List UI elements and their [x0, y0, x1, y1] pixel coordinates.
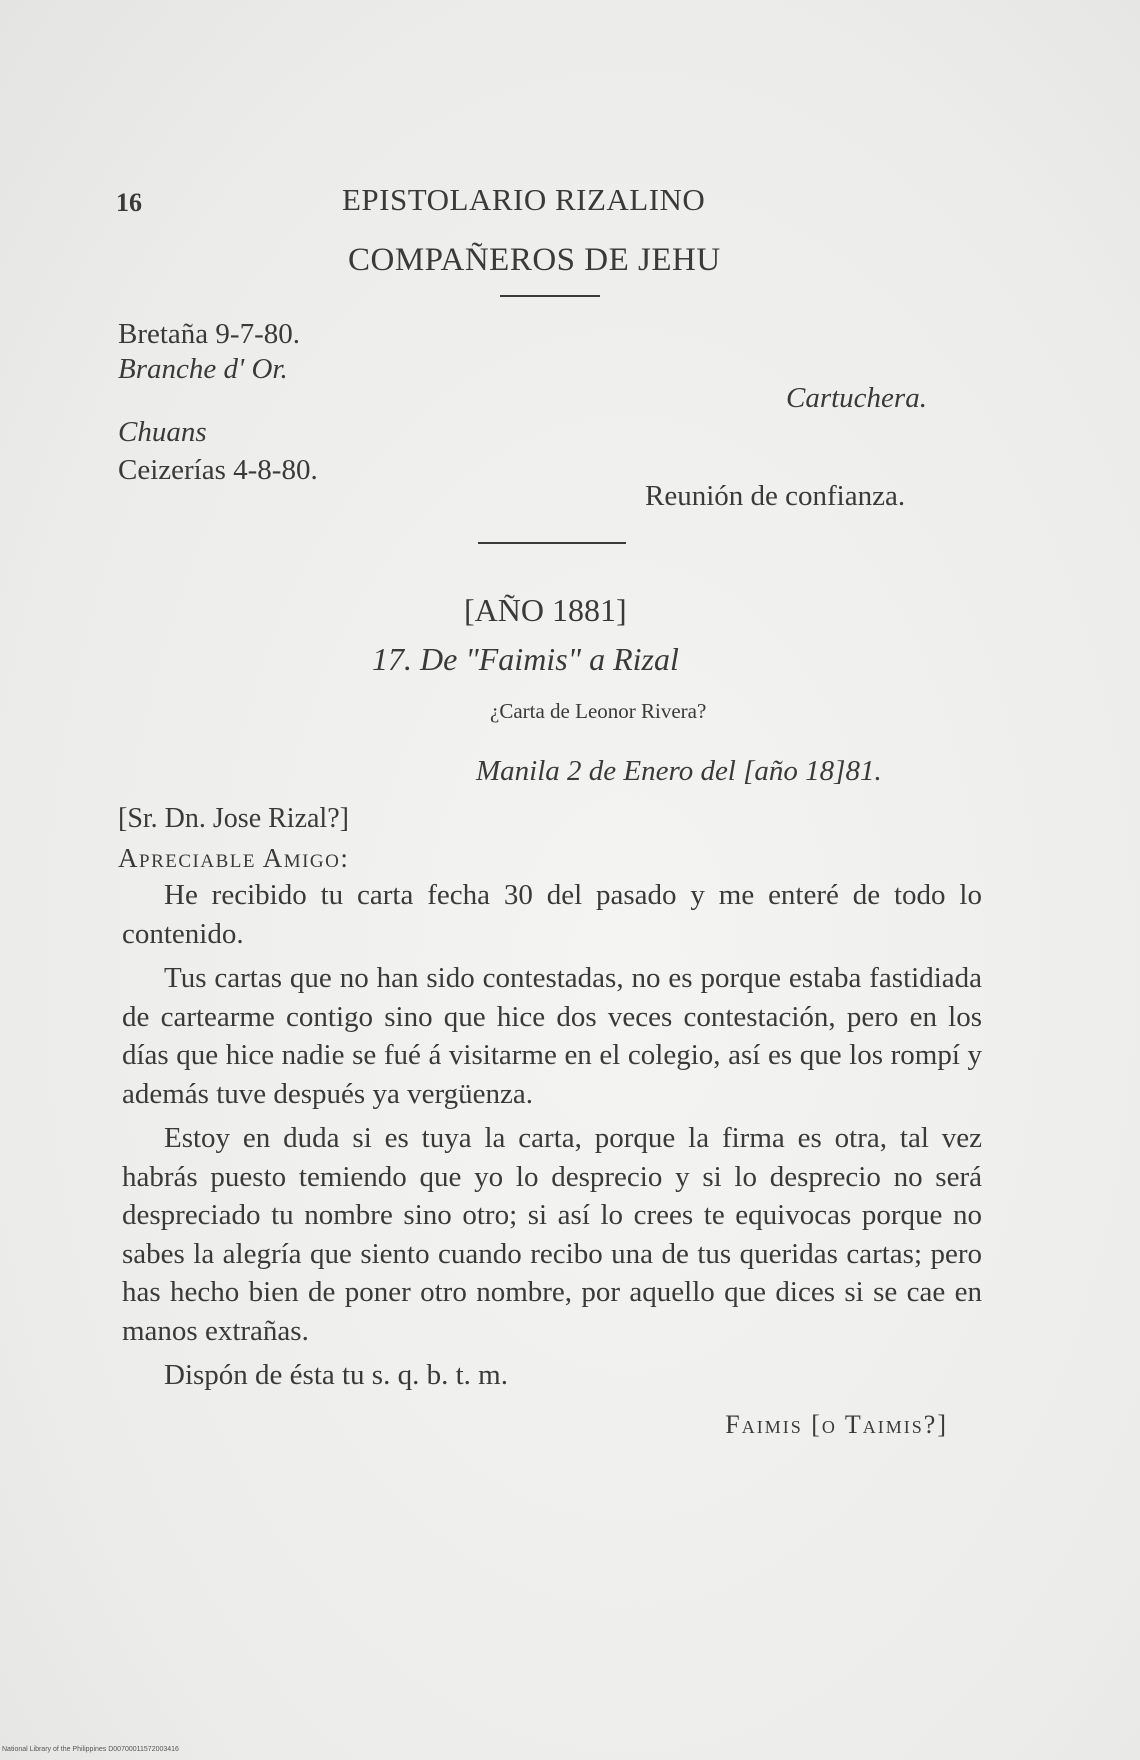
password-entry: Chuans	[118, 416, 207, 448]
letter-paragraph: Tus cartas que no han sido contestadas, no es porque estaba fastidiada de cartearme contigo sino que hice dos veces contestación, pero en los días que hice nadie se fué á visitarme en el colegio, así es que los rompí y además tuve después ya vergüenza.	[122, 962, 982, 1110]
section-divider	[478, 542, 626, 544]
password-entry: Branche d' Or.	[118, 353, 288, 385]
letter-note: ¿Carta de Leonor Rivera?	[490, 699, 707, 723]
letter-title: 17. De "Faimis" a Rizal	[372, 641, 679, 677]
running-title: EPISTOLARIO RIZALINO	[342, 182, 706, 217]
section-divider	[500, 295, 600, 297]
password-entry: Bretaña 9-7-80.	[118, 318, 300, 350]
year-heading: [AÑO 1881]	[464, 592, 627, 628]
letter-closing: Dispón de ésta tu s. q. b. t. m.	[164, 1359, 508, 1391]
scan-credit: National Library of the Philippines D00700011572003416	[2, 1746, 179, 1753]
letter-salutation: Apreciable Amigo:	[118, 843, 350, 873]
page-number: 16	[116, 188, 142, 217]
countersign-entry: Reunión de confianza.	[645, 480, 906, 512]
password-entry: Ceizerías 4-8-80.	[118, 454, 318, 486]
letter-dateline: Manila 2 de Enero del [año 18]81.	[476, 755, 882, 787]
letter-signature: Faimis [o Taimis?]	[725, 1410, 948, 1439]
letter-body	[122, 876, 982, 1401]
letter-paragraph: Estoy en duda si es tuya la carta, porque la firma es otra, tal vez habrás puesto temiendo que yo lo desprecio y si lo desprecio no será despreciado tu nombre sino otro; si así lo crees te equivocas porque no sabes la alegría que siento cuando recibo una de tus queridas cartas; pero has hecho bien de poner otro nombre, por aquello que dices si se cae en manos extrañas.	[122, 1122, 982, 1347]
countersign-entry: Cartuchera.	[786, 382, 927, 414]
section-title: COMPAÑEROS DE JEHU	[348, 242, 721, 278]
letter-paragraph: He recibido tu carta fecha 30 del pasado y me enteré de todo lo contenido.	[122, 879, 982, 950]
letter-recipient: [Sr. Dn. Jose Rizal?]	[118, 803, 349, 834]
